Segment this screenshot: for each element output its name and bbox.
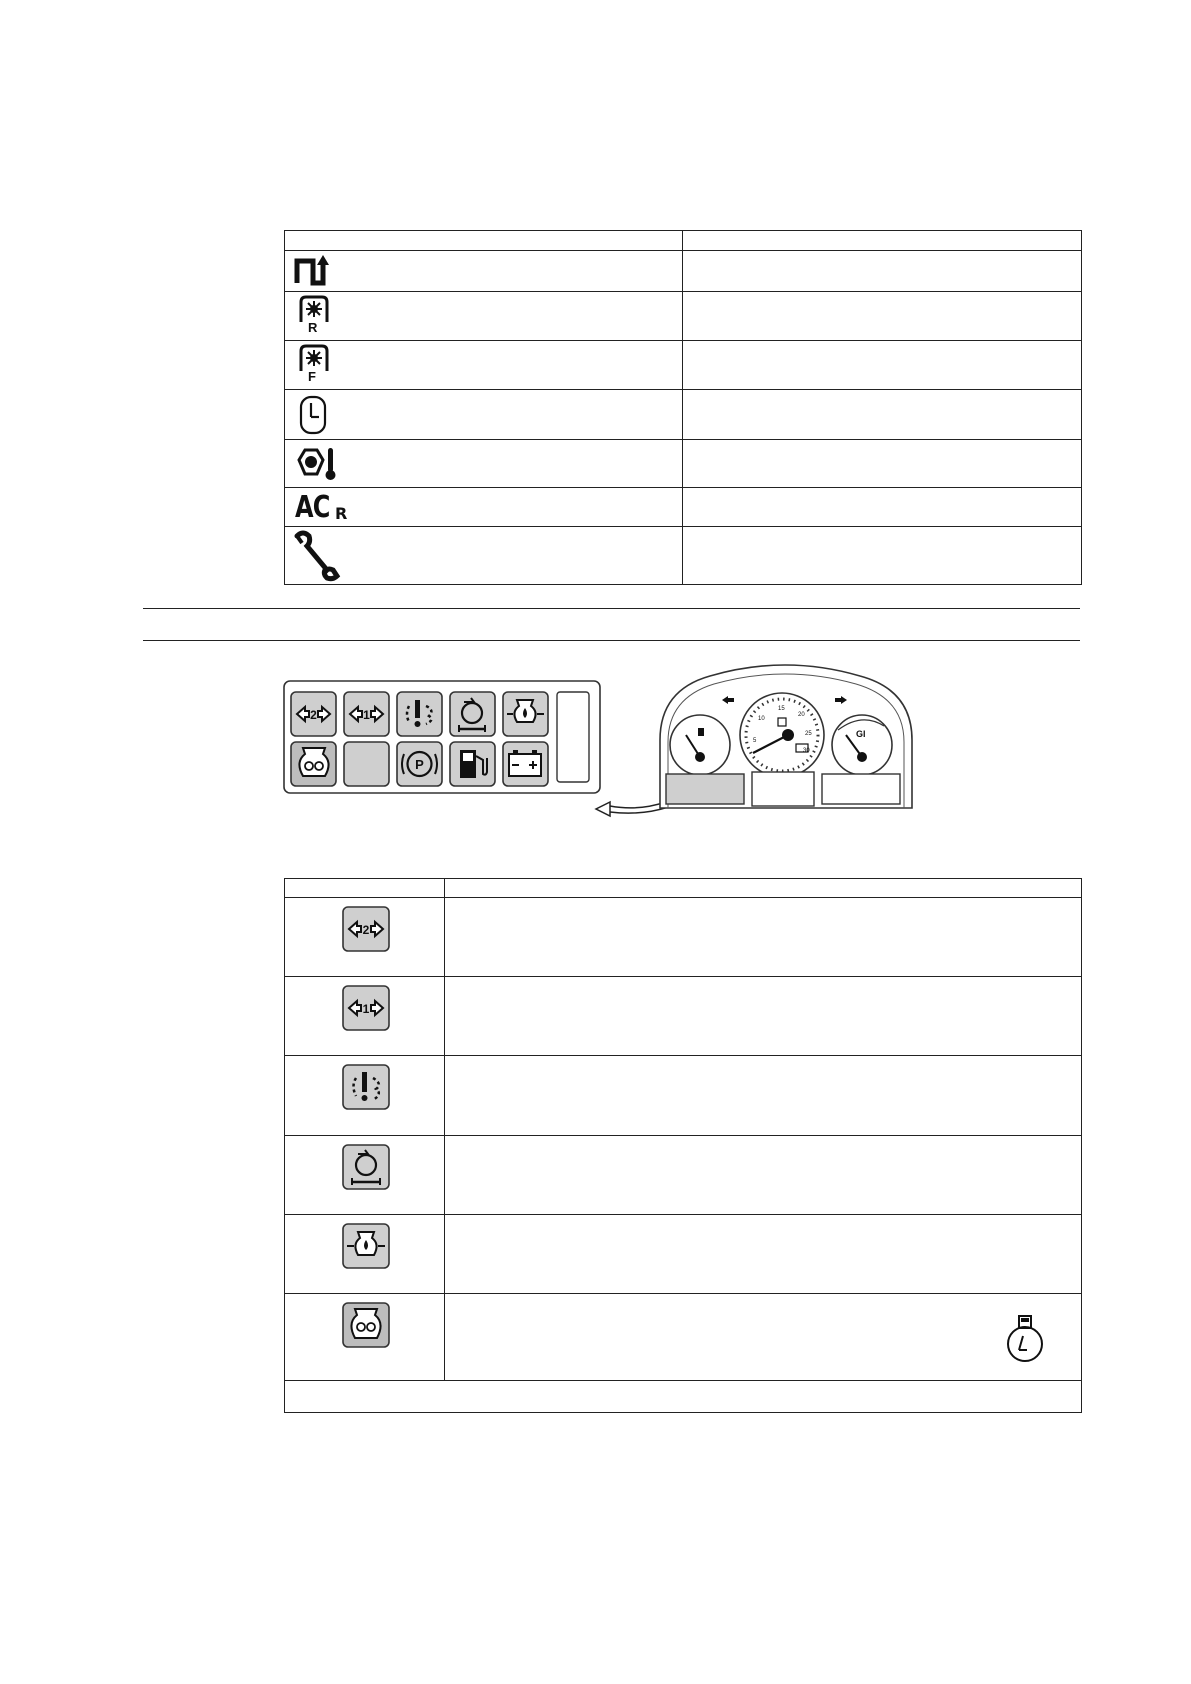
trailer-1-turn-indicator-icon	[285, 977, 445, 1037]
parking-brake-icon	[397, 742, 442, 786]
instrument-cluster	[650, 660, 920, 810]
speedo-tick-label: 25	[805, 731, 812, 737]
retarder-temperature-icon	[295, 444, 345, 484]
row-description	[683, 251, 1082, 292]
warning-lights-table	[284, 878, 1082, 1413]
svg-text:2: 2	[310, 708, 317, 722]
header-meaning	[445, 879, 1082, 898]
table-row	[285, 251, 1082, 292]
table-footnote	[285, 1381, 1082, 1413]
kickdown-step-icon	[293, 251, 353, 291]
fuel-gauge	[670, 715, 730, 775]
parking-label: P	[415, 757, 424, 772]
rear-brake-gear-icon	[295, 294, 335, 338]
wrench-service-icon	[293, 530, 343, 582]
battery-charge-icon	[503, 742, 548, 786]
temperature-gauge	[832, 715, 892, 775]
rear-label: R	[308, 320, 318, 335]
glow-plug-preheat-icon	[285, 1294, 445, 1354]
table-header-row	[285, 879, 1082, 898]
front-brake-gear-icon	[295, 343, 335, 387]
table-row	[285, 488, 1082, 527]
header-symbol	[285, 231, 683, 251]
svg-text:1: 1	[363, 708, 370, 722]
speedo-tick-label: 20	[798, 712, 805, 718]
ac-label: AC	[295, 490, 330, 525]
table-row	[285, 977, 1082, 1056]
right-gauge-label: GI	[856, 729, 866, 739]
table-header-row	[285, 231, 1082, 251]
table-row	[285, 1215, 1082, 1294]
speedo-tick-label: 5	[753, 738, 757, 744]
speedo-tick-label: 10	[758, 716, 765, 722]
row-description	[683, 527, 1082, 585]
row-description	[445, 1215, 1082, 1294]
glow-plug-preheat-icon	[291, 742, 336, 786]
table-row	[285, 1056, 1082, 1136]
table-row	[285, 898, 1082, 977]
central-display	[752, 772, 814, 806]
speedo-tick-label: 15	[778, 706, 785, 712]
engine-oil-pressure-icon	[285, 1215, 445, 1275]
engine-timer-icon	[295, 393, 335, 437]
trailer-1-turn-indicator-icon	[344, 692, 389, 736]
low-fuel-icon	[450, 742, 495, 786]
trailer-2-label: 2	[362, 923, 370, 937]
tachograph-fault-icon	[450, 692, 495, 736]
speedo-tick-label: 30	[803, 748, 810, 754]
warning-display-area	[666, 774, 744, 804]
row-description	[445, 1136, 1082, 1215]
table-row	[285, 1294, 1082, 1381]
row-description	[445, 977, 1082, 1056]
speedometer	[740, 693, 824, 777]
row-description	[683, 390, 1082, 440]
table-row	[285, 292, 1082, 341]
ignition-key-position-icon	[1005, 1314, 1045, 1364]
front-label: F	[308, 369, 316, 384]
symbols-table	[284, 230, 1082, 585]
ac-sub-label: R	[335, 504, 348, 523]
table-row	[285, 527, 1082, 585]
row-description	[683, 488, 1082, 527]
section-rule-top	[143, 608, 1080, 609]
header-symbol	[285, 879, 445, 898]
right-display	[822, 774, 900, 804]
trailer-2-turn-indicator-icon	[285, 898, 445, 958]
row-description	[683, 341, 1082, 390]
section-rule-bottom	[143, 640, 1080, 641]
tachograph-fault-icon	[285, 1136, 445, 1196]
table-row	[285, 1136, 1082, 1215]
table-row	[285, 440, 1082, 488]
row-description	[445, 1056, 1082, 1136]
table-row	[285, 390, 1082, 440]
ac-recirculation-icon	[295, 490, 682, 524]
brake-system-warning-icon	[285, 1056, 445, 1116]
blank-indicator-tile	[344, 742, 389, 786]
row-description	[683, 292, 1082, 341]
trailer-2-turn-indicator-icon	[291, 692, 336, 736]
header-meaning	[683, 231, 1082, 251]
row-description	[683, 440, 1082, 488]
engine-oil-pressure-icon	[503, 692, 548, 736]
trailer-1-label: 1	[362, 1002, 370, 1016]
table-footer-row	[285, 1381, 1082, 1413]
row-description	[445, 898, 1082, 977]
table-row	[285, 341, 1082, 390]
brake-system-warning-icon	[397, 692, 442, 736]
warning-light-panel	[283, 680, 601, 794]
